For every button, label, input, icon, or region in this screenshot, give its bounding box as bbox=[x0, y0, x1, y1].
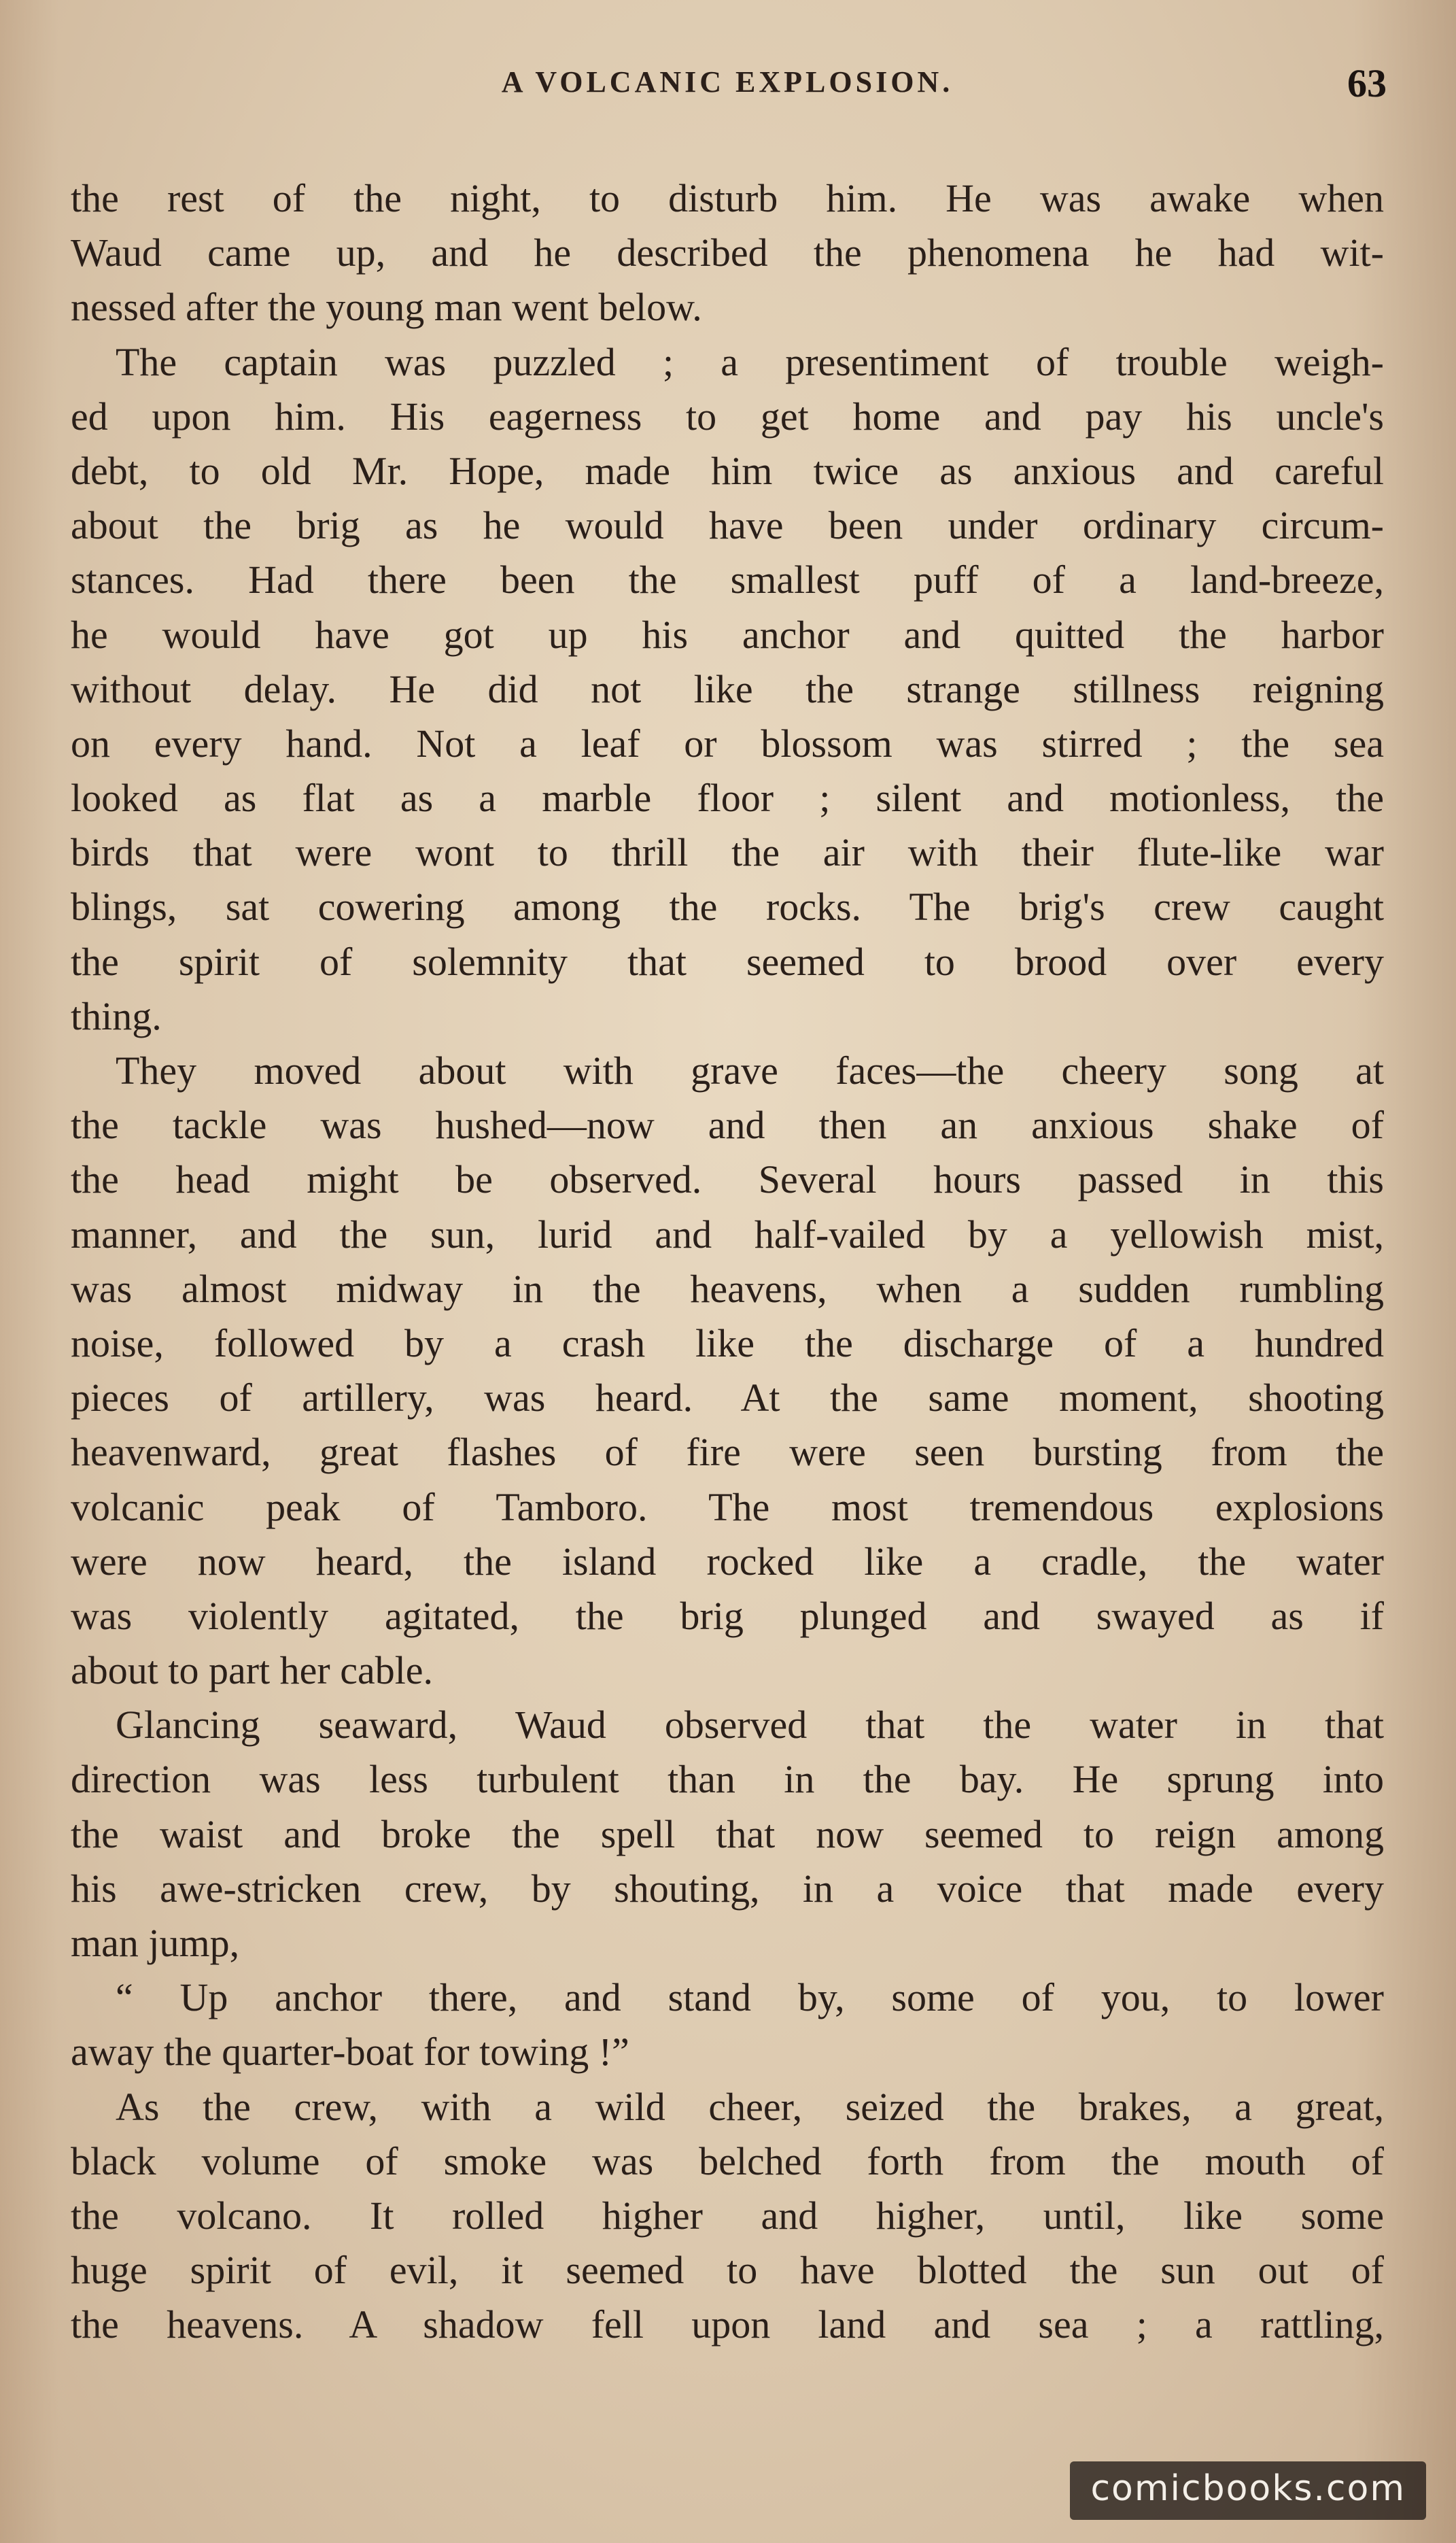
text-line: the waist and broke the spell that now seemed to reign among bbox=[71, 1811, 1384, 1856]
text-line: black volume of smoke was belched forth from the mouth of bbox=[71, 2138, 1384, 2183]
text-line: direction was less turbulent than in the bay. He sprung into bbox=[71, 1757, 1384, 1802]
page-number: 63 bbox=[1347, 61, 1387, 105]
text-line: birds that were wont to thrill the air with their flute-like war bbox=[71, 830, 1384, 875]
text-line: his awe-stricken crew, by shouting, in a voice that made every bbox=[71, 1866, 1384, 1911]
text-line: the rest of the night, to disturb him. He was awake when bbox=[71, 176, 1384, 220]
text-line: “ Up anchor there, and stand by, some of you, to lower bbox=[116, 1975, 1384, 2020]
text-line: stances. Had there been the smallest puff of a land-breeze, bbox=[71, 558, 1384, 602]
text-line: was violently agitated, the brig plunged and swayed as if bbox=[71, 1593, 1384, 1638]
text-line: the spirit of solemnity that seemed to brood over every bbox=[71, 939, 1384, 984]
text-line: noise, followed by a crash like the discharge of a hundred bbox=[71, 1320, 1384, 1365]
text-line: was almost midway in the heavens, when a sudden rumbling bbox=[71, 1266, 1384, 1311]
text-line: pieces of artillery, was heard. At the same moment, shooting bbox=[71, 1376, 1384, 1420]
text-line: heavenward, great flashes of fire were seen bursting from the bbox=[71, 1430, 1384, 1475]
text-line: man jump, bbox=[71, 1921, 240, 1965]
text-line: Waud came up, and he described the phenomena he had wit- bbox=[71, 231, 1384, 275]
text-line: he would have got up his anchor and quitted the harbor bbox=[71, 612, 1384, 657]
text-line: As the crew, with a wild cheer, seized the brakes, a great, bbox=[116, 2084, 1384, 2129]
text-line: Glancing seaward, Waud observed that the water in that bbox=[116, 1703, 1384, 1747]
text-line: were now heard, the island rocked like a cradle, the water bbox=[71, 1539, 1384, 1584]
text-line: ed upon him. His eagerness to get home and pay his uncle's bbox=[71, 394, 1384, 439]
text-line: on every hand. Not a leaf or blossom was stirred ; the sea bbox=[71, 721, 1384, 766]
text-line: huge spirit of evil, it seemed to have blotted the sun out of bbox=[71, 2248, 1384, 2293]
text-line: thing. bbox=[71, 993, 162, 1038]
text-line: blings, sat cowering among the rocks. The brig's crew caught bbox=[71, 885, 1384, 929]
text-line: about to part her cable. bbox=[71, 1648, 434, 1693]
text-line: nessed after the young man went below. bbox=[71, 285, 702, 330]
text-line: the volcano. It rolled higher and higher, until, like some bbox=[71, 2193, 1384, 2238]
page-header bbox=[68, 61, 1387, 119]
text-line: about the brig as he would have been under ordinary circum- bbox=[71, 503, 1384, 548]
running-title: A VOLCANIC EXPLOSION. bbox=[501, 65, 954, 99]
watermark: comicbooks.com bbox=[1070, 2461, 1426, 2520]
text-line: away the quarter-boat for towing !” bbox=[71, 2030, 629, 2075]
text-line: The captain was puzzled ; a presentiment of trouble weigh- bbox=[116, 339, 1384, 384]
body-text bbox=[71, 171, 1384, 2353]
text-line: They moved about with grave faces—the cheery song at bbox=[116, 1048, 1384, 1093]
text-line: manner, and the sun, lurid and half-vailed by a yellowish mist, bbox=[71, 1212, 1384, 1257]
text-line: the heavens. A shadow fell upon land and sea ; a rattling, bbox=[71, 2302, 1384, 2347]
text-line: volcanic peak of Tamboro. The most tremendous explosions bbox=[71, 1484, 1384, 1529]
text-line: the head might be observed. Several hours passed in this bbox=[71, 1157, 1384, 1202]
text-line: the tackle was hushed—now and then an anxious shake of bbox=[71, 1103, 1384, 1148]
text-line: looked as flat as a marble floor ; silent and motionless, the bbox=[71, 776, 1384, 821]
text-line: without delay. He did not like the strange stillness reigning bbox=[71, 666, 1384, 711]
text-line: debt, to old Mr. Hope, made him twice as anxious and careful bbox=[71, 448, 1384, 493]
